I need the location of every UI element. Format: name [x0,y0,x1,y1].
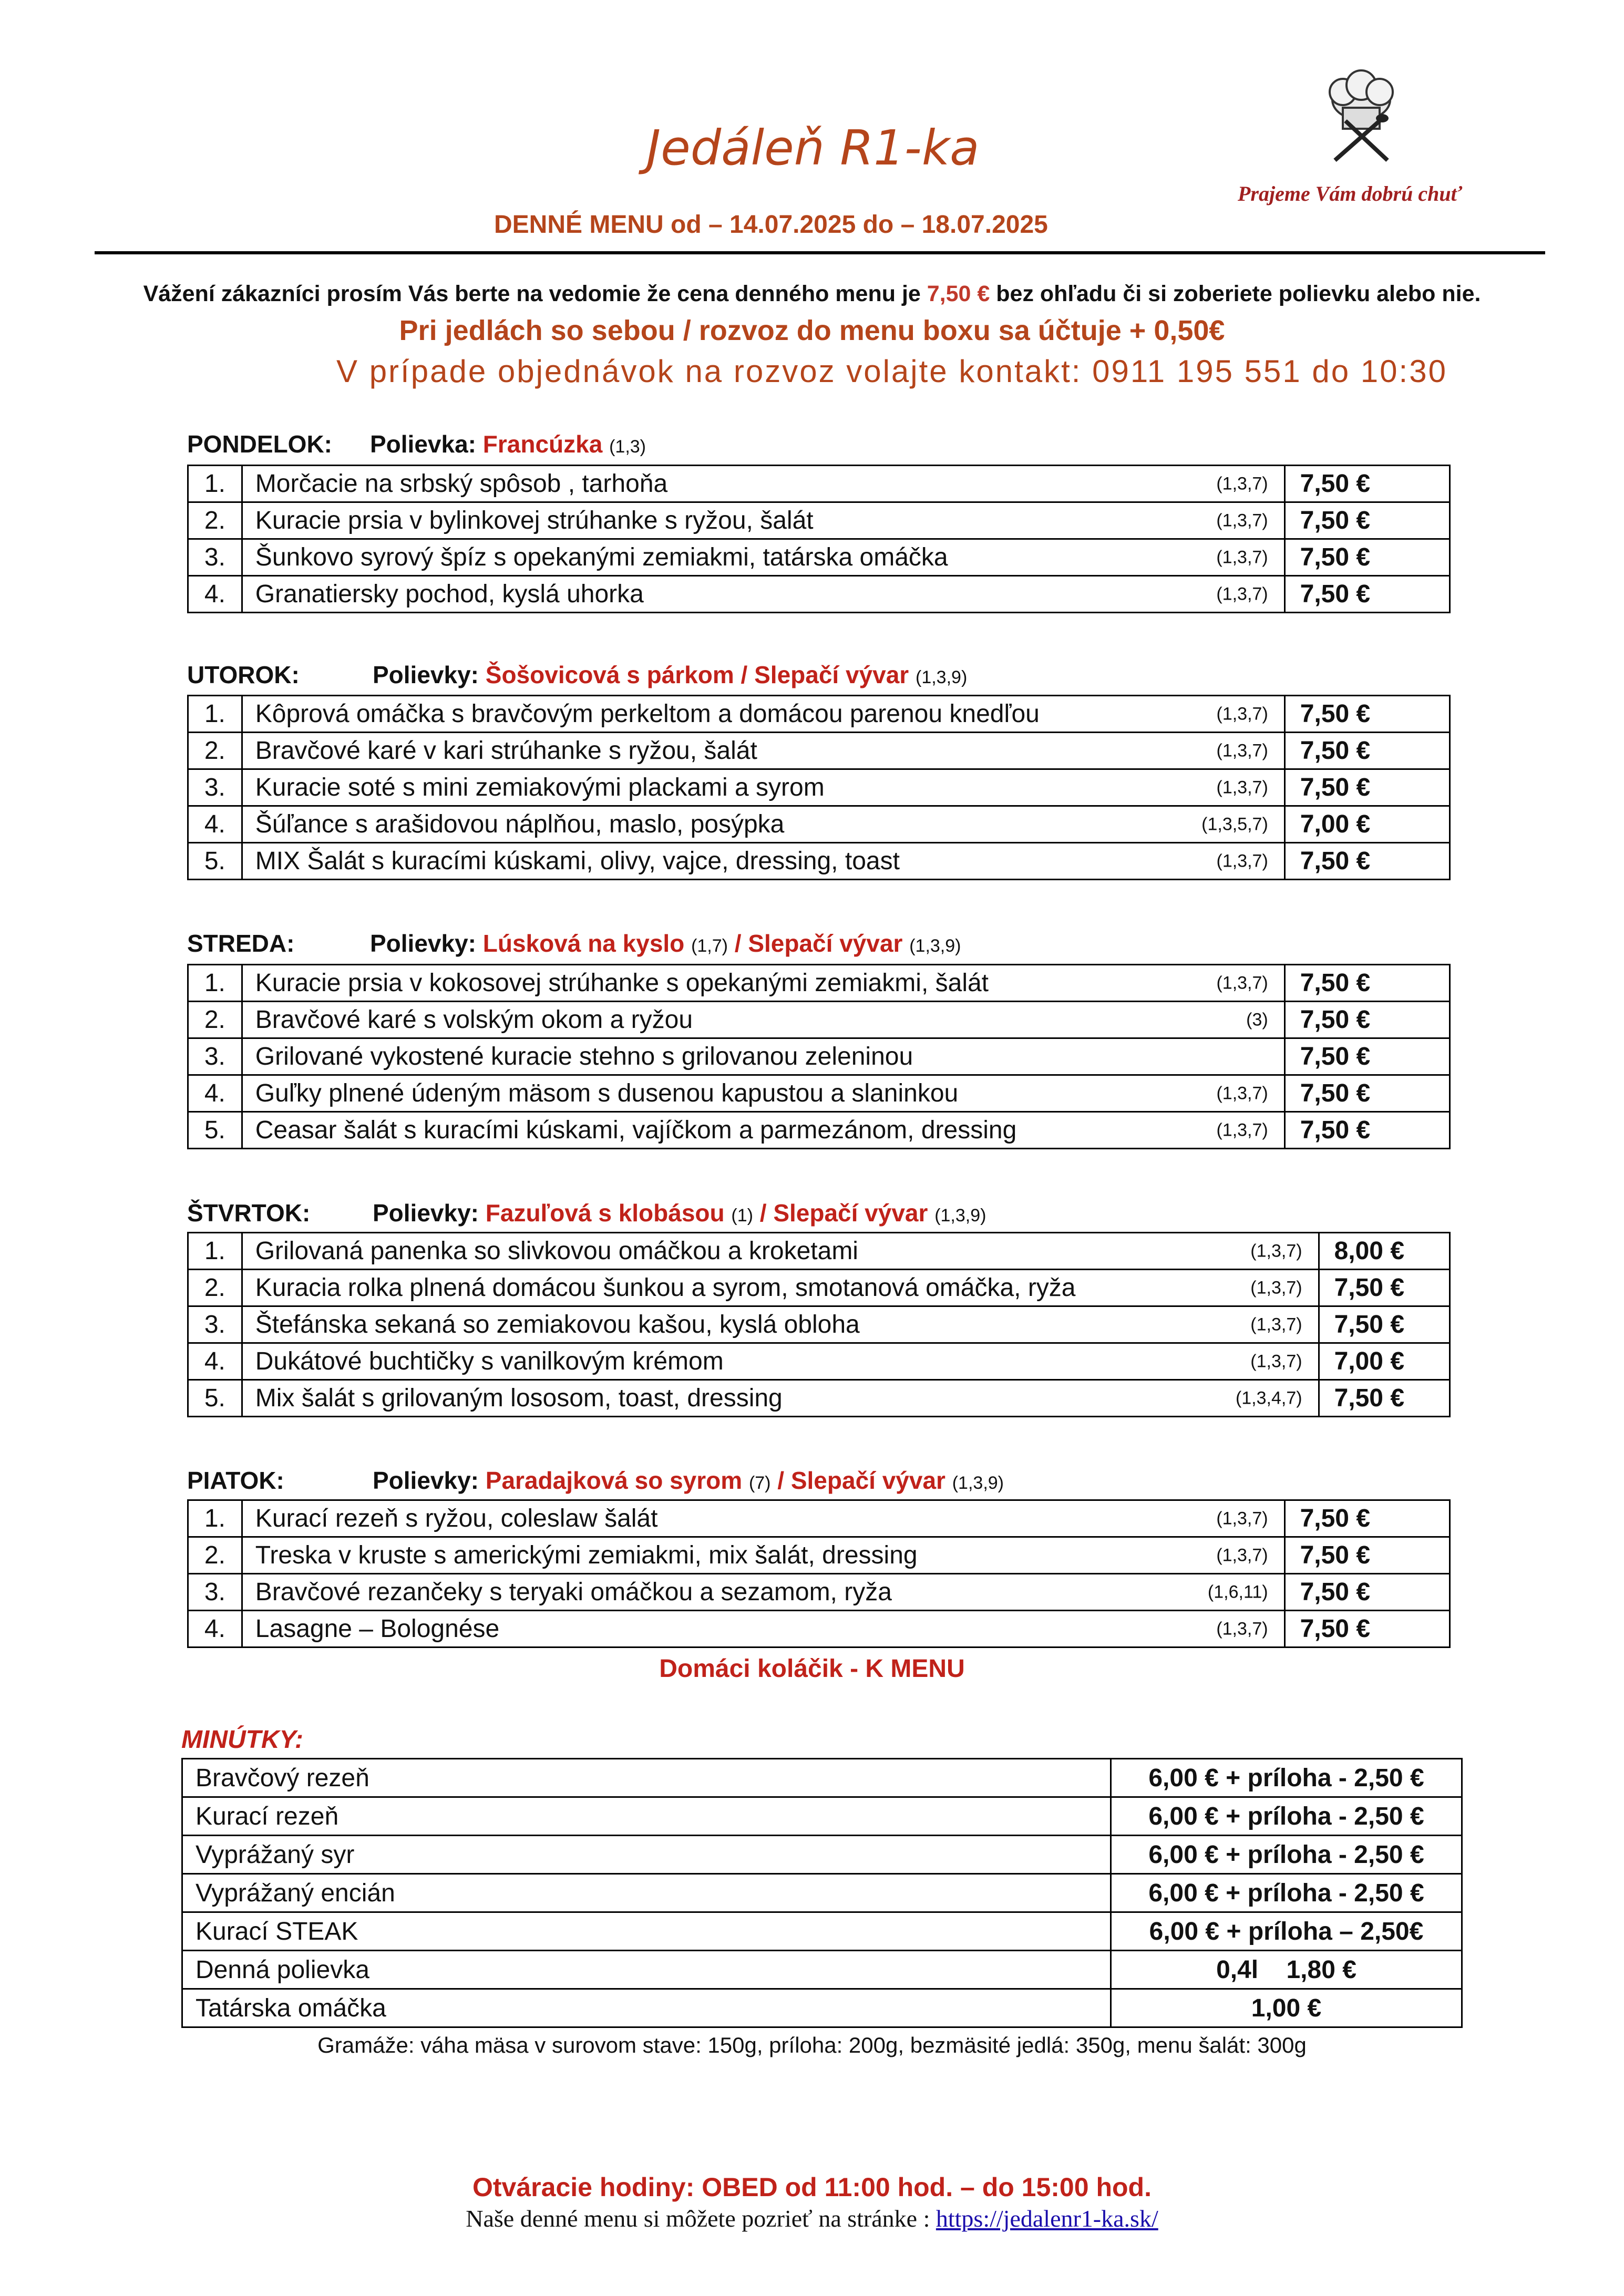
wish-text: Prajeme Vám dobrú chuť [1238,182,1462,205]
soup-name-2: Slepačí vývar [748,930,903,957]
item-number: 5. [188,1380,242,1417]
day-name: ŠTVRTOK: [187,1199,311,1227]
day-header-monday [187,430,646,458]
dish-allergens: (1,3,7) [1216,1083,1268,1103]
dish-allergens: (1,3,7) [1216,1120,1268,1140]
delivery-contact: V prípade objednávok na rozvoz volajte kontakt: 0911 195 551 do 10:30 [336,354,1447,389]
soup-allergens: (7) [748,1473,771,1493]
day-soups [373,661,967,689]
minutka-name: Kurací rezeň [182,1797,1111,1836]
website-line [0,2205,1624,2232]
table-row [188,965,1450,1002]
dish-name: Šúľance s arašidovou náplňou, maslo, posýpka [255,810,785,838]
homemade-cake-note: Domáci koláčik - K MENU [659,1655,965,1683]
item-number: 4. [188,1611,242,1648]
dish-price: 7,00 € [1284,806,1450,843]
minutka-price: 6,00 € + príloha - 2,50 € [1111,1797,1462,1836]
soup-name: Lúsková na kyslo [482,930,685,957]
portion-weights: Gramáže: váha mäsa v surovom stave: 150g, príloha: 200g, bezmäsité jedlá: 350g, menu šalát: 300g [317,2033,1307,2057]
minutka-price: 6,00 € + príloha - 2,50 € [1111,1836,1462,1874]
dish-name: Štefánska sekaná so zemiakovou kašou, kyslá obloha [255,1311,860,1339]
website-link[interactable]: https://jedalenr1-ka.sk/ [936,2205,1158,2232]
dish-name: Grilované vykostené kuracie stehno s grilovanou zeleninou [255,1043,913,1070]
soup-allergens-2: (1,3,9) [934,1206,986,1226]
item-number: 2. [188,1537,242,1574]
table-row [188,539,1450,576]
dish-name: Kuracie prsia v kokosovej strúhanke s opekanými zemiakmi, šalát [255,969,989,997]
dish-price: 7,50 € [1319,1270,1450,1306]
dish-allergens: (1,3,7) [1216,510,1268,530]
table-row [188,1075,1450,1112]
item-number: 4. [188,1343,242,1380]
soup-label: Polievky: [373,1467,486,1494]
soup-name: Paradajková so syrom [485,1467,743,1494]
day-soups [370,430,646,458]
day-header-wednesday [187,929,961,957]
table-row [188,1306,1450,1343]
dish-cell [242,502,1284,539]
dish-name: Bravčové karé s volským okom a ryžou [255,1006,693,1034]
minutka-name: Denná polievka [182,1951,1111,1989]
dish-price: 7,50 € [1284,696,1450,733]
dish-name: Kuracie soté s mini zemiakovými plackami a syrom [255,774,825,801]
table-row [188,769,1450,806]
dish-name: Kôprová omáčka s bravčovým perkeltom a domácou parenou knedľou [255,700,1040,728]
item-number: 3. [188,1306,242,1343]
dish-cell [242,965,1284,1002]
day-soups [373,1199,986,1227]
minutka-price: 1,00 € [1111,1989,1462,2027]
menu-table-friday [187,1499,1451,1648]
dish-name: Bravčové rezančeky s teryaki omáčkou a sezamom, ryža [255,1578,892,1606]
table-row [188,733,1450,769]
soup-label: Polievka: [370,430,483,458]
dish-allergens: (1,3,7) [1216,851,1268,871]
table-row [188,1611,1450,1648]
dish-price: 7,50 € [1284,1038,1450,1075]
dish-name: Kuracie prsia v bylinkovej strúhanke s ryžou, šalát [255,507,814,534]
day-soups [370,929,961,957]
soup-name: Šošovicová s párkom / Slepačí vývar [485,661,909,688]
dish-price: 7,00 € [1319,1343,1450,1380]
dish-price: 7,50 € [1284,1075,1450,1112]
dish-cell [242,1500,1284,1537]
dish-cell [242,1343,1319,1380]
dish-cell [242,843,1284,880]
minutka-name: Tatárska omáčka [182,1989,1111,2027]
price-notice-price: 7,50 € [927,281,990,306]
dish-price: 7,50 € [1284,1611,1450,1648]
dish-allergens: (1,3,7) [1216,777,1268,797]
item-number: 4. [188,576,242,613]
menu-table-wednesday [187,964,1451,1149]
dish-price: 8,00 € [1319,1233,1450,1270]
dish-price: 7,50 € [1284,466,1450,502]
table-row [188,1112,1450,1149]
item-number: 3. [188,769,242,806]
soup-allergens-2: (1,3,9) [909,936,961,956]
chef-hat-icon [1309,63,1414,168]
table-row [188,1537,1450,1574]
dish-cell [242,1075,1284,1112]
soup-separator: / [770,1467,791,1494]
item-number: 5. [188,1112,242,1149]
dish-price: 7,50 € [1284,502,1450,539]
dish-cell [242,1112,1284,1149]
table-row [182,1912,1462,1951]
soup-label: Polievky: [370,930,483,957]
soup-allergens: (1,7) [691,936,728,956]
dish-cell [242,1537,1284,1574]
table-row [188,502,1450,539]
table-row [188,1500,1450,1537]
table-row [182,1951,1462,1989]
minutka-name: Vyprážaný syr [182,1836,1111,1874]
item-number: 5. [188,843,242,880]
dish-cell [242,1002,1284,1038]
item-number: 2. [188,1002,242,1038]
item-number: 2. [188,733,242,769]
minutka-name: Bravčový rezeň [182,1759,1111,1797]
table-row [182,1797,1462,1836]
day-header-thursday [187,1199,986,1227]
dish-cell [242,1270,1319,1306]
table-row [188,1002,1450,1038]
dish-name: MIX Šalát s kuracími kúskami, olivy, vajce, dressing, toast [255,847,900,875]
dish-allergens: (1,3,7) [1216,973,1268,993]
table-row [188,1574,1450,1611]
minutka-name: Vyprážaný encián [182,1874,1111,1912]
dish-cell [242,1233,1319,1270]
soup-separator: / [753,1199,774,1227]
day-header-friday [187,1466,1004,1495]
dish-cell [242,1306,1319,1343]
item-number: 3. [188,1574,242,1611]
dish-cell [242,576,1284,613]
minutka-name: Kurací STEAK [182,1912,1111,1951]
dish-allergens: (1,3,7) [1216,1619,1268,1639]
item-number: 3. [188,539,242,576]
dish-price: 7,50 € [1284,576,1450,613]
dish-price: 7,50 € [1284,1574,1450,1611]
dish-name: Treska v kruste s americkými zemiakmi, mix šalát, dressing [255,1541,918,1569]
dish-price: 7,50 € [1319,1306,1450,1343]
dish-name: Lasagne – Bolognése [255,1615,500,1643]
item-number: 3. [188,1038,242,1075]
soup-allergens-2: (1,3,9) [952,1473,1004,1493]
table-row [182,1836,1462,1874]
item-number: 1. [188,965,242,1002]
soup-name: Fazuľová s klobásou [485,1199,725,1227]
table-row [188,1270,1450,1306]
dish-allergens: (1,3,7) [1216,740,1268,760]
dish-cell [242,1574,1284,1611]
dish-cell [242,466,1284,502]
soup-name: Francúzka [482,430,603,458]
price-notice [0,281,1624,307]
table-row [188,1380,1450,1417]
soup-name-2: Slepačí vývar [790,1467,945,1494]
day-header-tuesday [187,661,968,689]
dish-price: 7,50 € [1284,1002,1450,1038]
dish-allergens: (1,3,7) [1250,1241,1302,1261]
dish-price: 7,50 € [1284,965,1450,1002]
soup-allergens: (1) [731,1206,753,1226]
dish-name: Guľky plnené údeným mäsom s dusenou kapustou a slaninkou [255,1079,959,1107]
website-text: Naše denné menu si môžete pozrieť na stránke : [466,2205,936,2232]
dish-cell [242,806,1284,843]
minutky-title: MINÚTKY: [181,1726,303,1754]
item-number: 1. [188,696,242,733]
item-number: 2. [188,502,242,539]
dish-name: Mix šalát s grilovaným lososom, toast, dressing [255,1384,783,1412]
dish-name: Morčacie na srbský spôsob , tarhoňa [255,470,668,498]
page-title: Jedáleň R1-ka [646,120,980,176]
dish-name: Kurací rezeň s ryžou, coleslaw šalát [255,1505,658,1532]
dish-allergens: (1,3,7) [1250,1278,1302,1298]
item-number: 4. [188,806,242,843]
dish-allergens: (1,3,5,7) [1201,814,1268,834]
dish-price: 7,50 € [1284,539,1450,576]
dish-name: Bravčové karé v kari strúhanke s ryžou, šalát [255,737,757,765]
dish-cell [242,733,1284,769]
dish-allergens: (1,3,7) [1216,704,1268,724]
day-soups [373,1466,1004,1495]
menu-table-thursday [187,1232,1451,1417]
table-row [188,1038,1450,1075]
dish-allergens: (1,3,7) [1216,473,1268,493]
dish-price: 7,50 € [1319,1380,1450,1417]
soup-separator: / [727,930,748,957]
dish-allergens: (1,3,7) [1216,547,1268,567]
dish-name: Šunkovo syrový špíz s opekanými zemiakmi, tatárska omáčka [255,543,948,571]
minutka-price: 6,00 € + príloha - 2,50 € [1111,1874,1462,1912]
dish-allergens: (1,3,7) [1216,584,1268,604]
table-row [188,466,1450,502]
opening-hours: Otváracie hodiny: OBED od 11:00 hod. – do 15:00 hod. [472,2173,1152,2202]
dish-name: Ceasar šalát s kuracími kúskami, vajíčkom a parmezánom, dressing [255,1116,1017,1144]
item-number: 2. [188,1270,242,1306]
takeaway-notice: Pri jedlách so sebou / rozvoz do menu boxu sa účtuje + 0,50€ [399,315,1225,346]
dish-allergens: (1,3,7) [1216,1508,1268,1528]
dish-allergens: (1,6,11) [1207,1582,1268,1602]
minutky-table [181,1758,1463,2028]
dish-price: 7,50 € [1284,843,1450,880]
dish-price: 7,50 € [1284,1112,1450,1149]
table-row [188,806,1450,843]
table-row [188,843,1450,880]
soup-label: Polievky: [373,661,486,688]
dish-price: 7,50 € [1284,1537,1450,1574]
dish-name: Kuracia rolka plnená domácou šunkou a syrom, smotanová omáčka, ryža [255,1274,1076,1302]
dish-name: Grilovaná panenka so slivkovou omáčkou a kroketami [255,1237,858,1265]
dish-price: 7,50 € [1284,1500,1450,1537]
table-row [182,1989,1462,2027]
table-row [188,696,1450,733]
dish-allergens: (1,3,7) [1216,1545,1268,1565]
day-name: PONDELOK: [187,430,332,458]
menu-table-tuesday [187,695,1451,880]
dish-allergens: (1,3,7) [1250,1351,1302,1371]
table-row [182,1874,1462,1912]
dish-cell [242,1380,1319,1417]
dish-cell [242,539,1284,576]
minutka-price: 0,4l 1,80 € [1111,1951,1462,1989]
dish-price: 7,50 € [1284,769,1450,806]
day-name: STREDA: [187,930,295,957]
table-row [188,576,1450,613]
item-number: 1. [188,1500,242,1537]
soup-name-2: Slepačí vývar [773,1199,928,1227]
day-name: UTOROK: [187,661,300,688]
dish-cell [242,769,1284,806]
dish-cell [242,696,1284,733]
soup-allergens: (1,3,9) [916,667,968,687]
dish-cell [242,1038,1284,1075]
menu-date-range: DENNÉ MENU od – 14.07.2025 do – 18.07.2025 [494,211,1048,239]
minutka-price: 6,00 € + príloha - 2,50 € [1111,1759,1462,1797]
day-name: PIATOK: [187,1467,284,1494]
dish-name: Dukátové buchtičky s vanilkovým krémom [255,1347,724,1375]
dish-allergens: (1,3,4,7) [1235,1388,1302,1408]
table-row [188,1343,1450,1380]
minutka-price: 6,00 € + príloha – 2,50€ [1111,1912,1462,1951]
price-notice-text-b: bez ohľadu či si zoberiete polievku alebo nie. [990,281,1481,306]
dish-cell [242,1611,1284,1648]
table-row [188,1233,1450,1270]
item-number: 4. [188,1075,242,1112]
soup-allergens: (1,3) [609,437,646,457]
dish-allergens: (3) [1246,1010,1268,1029]
dish-allergens: (1,3,7) [1250,1314,1302,1334]
dish-name: Granatiersky pochod, kyslá uhorka [255,580,644,608]
item-number: 1. [188,466,242,502]
soup-label: Polievky: [373,1199,486,1227]
menu-table-monday [187,465,1451,613]
dish-price: 7,50 € [1284,733,1450,769]
header-divider [95,251,1545,254]
table-row [182,1759,1462,1797]
item-number: 1. [188,1233,242,1270]
price-notice-text-a: Vážení zákazníci prosím Vás berte na vedomie že cena denného menu je [143,281,927,306]
